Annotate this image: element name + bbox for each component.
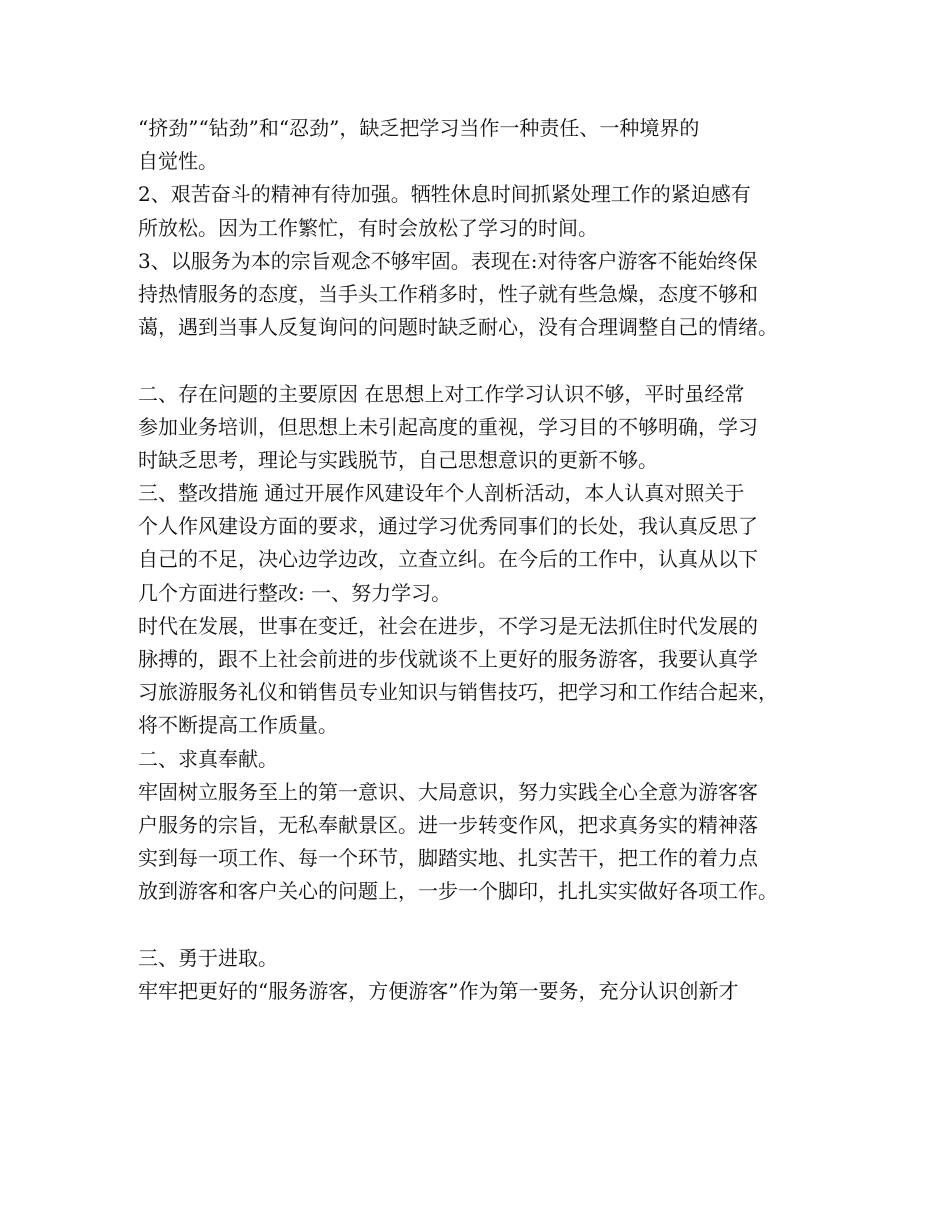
text-line: 时代在发展，世事在变迁，社会在进步，不学习是无法抓住时代发展的	[138, 613, 758, 638]
text-line: 所放松。因为工作繁忙，有时会放松了学习的时间。	[138, 215, 598, 240]
text-line: 自觉性。	[138, 149, 218, 174]
text-line: 3、以服务为本的宗旨观念不够牢固。表现在:对待客户游客不能始终保	[138, 248, 758, 273]
text-line: 将不断提高工作质量。	[138, 713, 338, 738]
text-line: 二、求真奉献。	[138, 746, 278, 771]
blank-line	[138, 909, 828, 942]
blank-line	[138, 344, 828, 377]
text-line: 脉搏的，跟不上社会前进的步伐就谈不上更好的服务游客，我要认真学	[138, 647, 758, 671]
text-line: 个人作风建设方面的要求，通过学习优秀同事们的长处，我认真反思了	[138, 514, 758, 539]
text-line: 户服务的宗旨，无私奉献景区。进一步转变作风，把求真务实的精神落	[138, 812, 758, 837]
text-line: 放到游客和客户关心的问题上，一步一个脚印，扎扎实实做好各项工作。	[138, 879, 778, 904]
text-line: 牢牢把更好的“服务游客，方便游客”作为第一要务，充分认识创新才	[138, 978, 739, 1003]
text-line: 蔼，遇到当事人反复询问的问题时缺乏耐心，没有合理调整自己的情绪。	[138, 315, 778, 340]
text-line: “挤劲”“钻劲”和“忍劲”，缺乏把学习当作一种责任、一种境界的	[138, 116, 700, 140]
document-body	[138, 112, 828, 1008]
text-line: 习旅游服务礼仪和销售员专业知识与销售技巧，把学习和工作结合起来，	[138, 680, 778, 705]
text-line: 牢固树立服务至上的第一意识、大局意识，努力实践全心全意为游客客	[138, 779, 758, 804]
text-line: 三、勇于进取。	[138, 945, 278, 970]
text-line: 持热情服务的态度，当手头工作稍多时，性子就有些急燥，态度不够和	[138, 281, 758, 306]
text-line: 参加业务培训，但思想上未引起高度的重视，学习目的不够明确，学习	[138, 414, 758, 439]
text-line: 实到每一项工作、每一个环节，脚踏实地、扎实苦干，把工作的着力点	[138, 846, 758, 871]
text-line: 二、存在问题的主要原因 在思想上对工作学习认识不够，平时虽经常	[138, 381, 745, 406]
text-line: 几个方面进行整改: 一、努力学习。	[138, 580, 452, 605]
text-line: 时缺乏思考，理论与实践脱节，自己思想意识的更新不够。	[138, 447, 658, 472]
text-line: 三、整改措施 通过开展作风建设年个人剖析活动，本人认真对照关于	[138, 481, 745, 506]
text-line: 自己的不足，决心边学边改，立查立纠。在今后的工作中，认真从以下	[138, 547, 758, 572]
text-line: 2、艰苦奋斗的精神有待加强。牺牲休息时间抓紧处理工作的紧迫感有	[138, 182, 751, 207]
